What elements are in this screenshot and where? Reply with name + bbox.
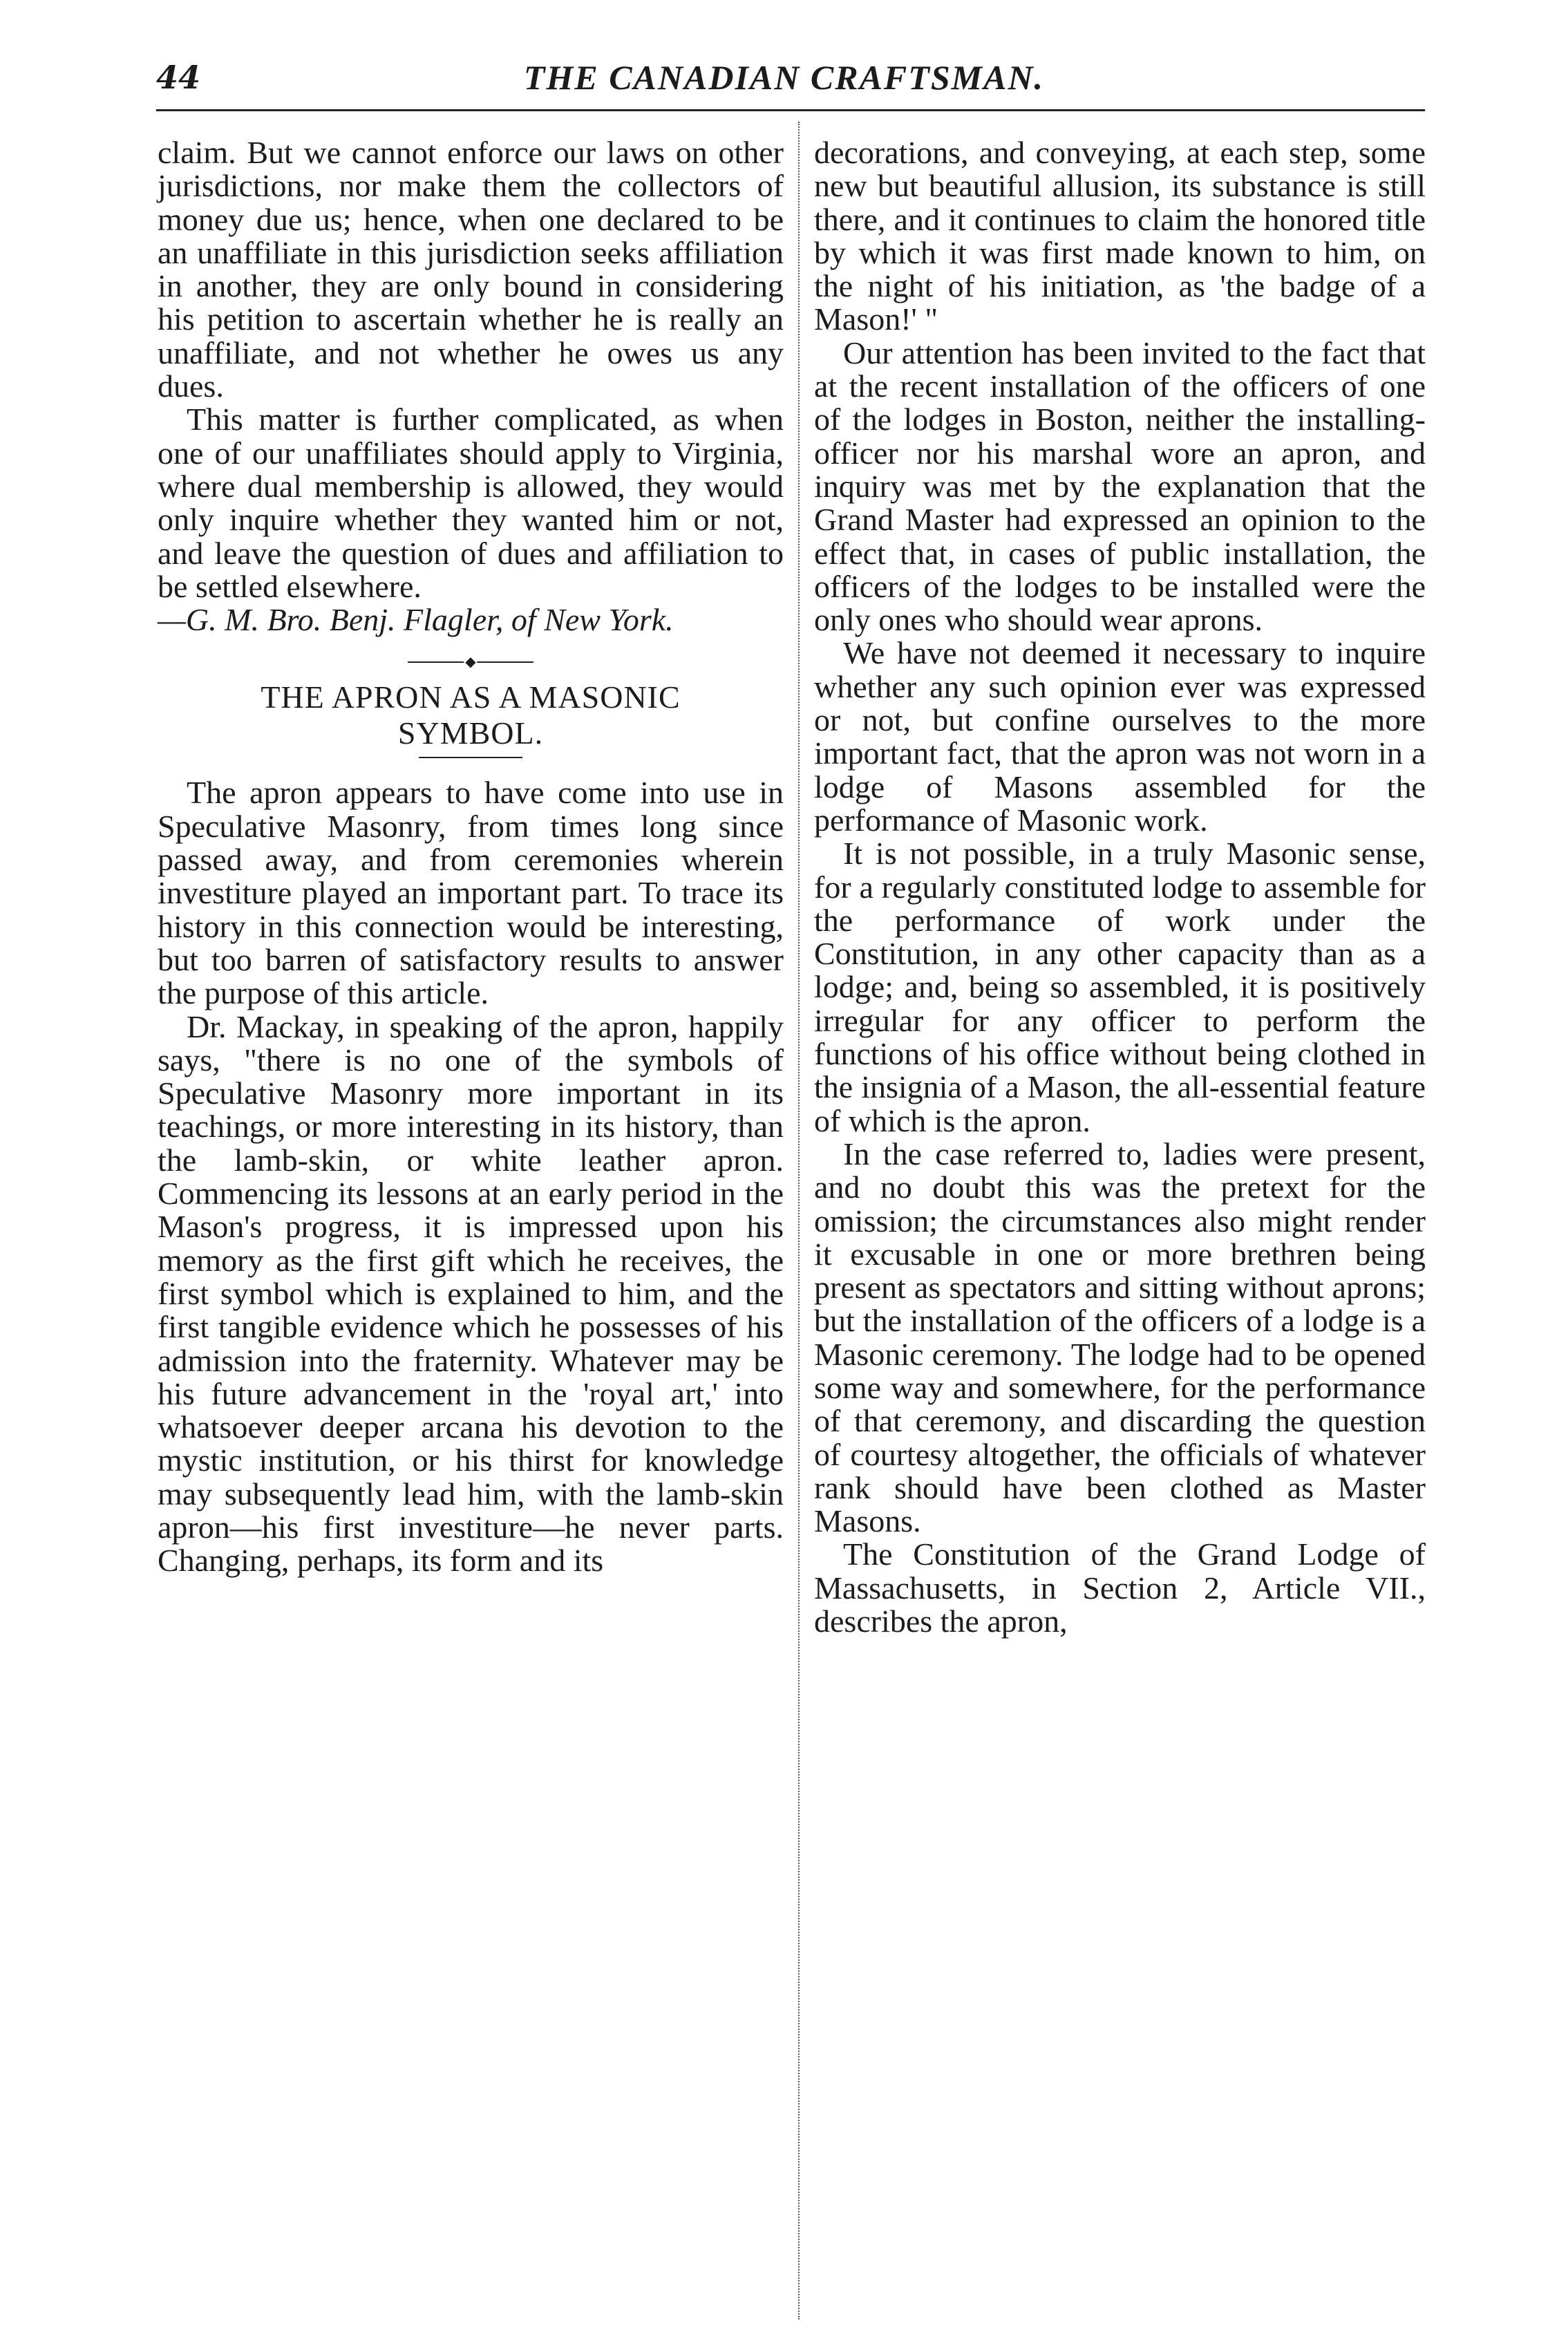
paragraph: decorations, and conveying, at each step, some new but beautiful allusion, its substance is still there, and it continues to claim the honored title by which it was first made known to him, on the night of his initiation, as 'the badge of a Mason!' " [814,135,1426,337]
paragraph: We have not deemed it necessary to inquire whether any such opinion ever was expressed or not, but confine ourselves to the more important fact, that the apron was not worn in a lodge of Masons assembled for the performance of Masonic work. [814,635,1426,838]
left-column [158,136,784,1578]
ornamental-separator [408,661,533,663]
paragraph: Dr. Mackay, in speaking of the apron, happily says, "there is no one of the symbols of Speculative Masonry more important in its teachings, or more interesting in its history, than the lamb-skin, or white leather apron. Commencing its lessons at an early period in the Mason's progress, it is impressed upon his memory as the first gift which he receives, the first symbol which is explained to him, and the first tangible evidence which he possesses of his admission into the fraternity. Whatever may be his future advancement in the 'royal art,' into whatsoever deeper arcana his devotion to the mystic institution, or his thirst for knowledge may subsequently lead him, with the lamb-skin apron—his first investiture—he never parts. Changing, perhaps, its form and its [158,1008,784,1579]
article-title-line: THE APRON AS A MASONIC [261,679,681,715]
paragraph: The Constitution of the Grand Lodge of Massachusetts, in Section 2, Article VII., describes the apron, [814,1536,1426,1639]
paragraph: In the case referred to, ladies were present, and no doubt this was the pretext for the omission; the circumstances also might render it excusable in one or more brethren being present as spectators and sitting without aprons; but the installation of the officers of a lodge is a Masonic ceremony. The lodge had to be opened some way and somewhere, for the performance of that ceremony, and discarding the question of courtesy altogether, the officials of whatever rank should have been clothed as Master Masons. [814,1136,1426,1539]
page-number: 44 [156,59,201,96]
article-title-line: SYMBOL. [397,715,544,751]
paragraph: claim. But we cannot enforce our laws on other jurisdictions, nor make them the collectors of money due us; hence, when one declared to be an unaffiliate in this jurisdiction seeks affiliation in another, they are only bound in considering his petition to ascertain whether he is really an unaffiliate, and not whether he owes us any dues. [158,135,784,404]
paragraph: It is not possible, in a truly Masonic sense, for a regularly constituted lodge to assemble for the performance of work under the Constitution, in any other capacity than as a lodge; and, being so assembled, it is positively irregular for any officer to perform the functions of his office without being clothed in the insignia of a Mason, the all-essential feature of which is the apron. [814,836,1426,1138]
running-title: THE CANADIAN CRAFTSMAN. [523,58,1045,97]
title-rule [419,757,522,758]
signature: —G. M. Bro. Benj. Flagler, of New York. [158,602,674,638]
column-divider [798,122,800,2319]
article-title [158,679,784,751]
header-rule [156,109,1425,111]
paragraph: Our attention has been invited to the fact that at the recent installation of the officers of one of the lodges in Boston, neither the installing-officer nor his marshal wore an apron, and inquiry was met by the explanation that the Grand Master had expressed an opinion to the effect that, in cases of public installation, the officers of the lodges to be installed were the only ones who should wear aprons. [814,335,1426,638]
paragraph: The apron appears to have come into use in Speculative Masonry, from times long since passed away, and from ceremonies wherein investiture played an important part. To trace its history in this connection would be interesting, but too barren of satisfactory results to answer the purpose of this article. [158,775,784,1011]
paragraph: This matter is further complicated, as when one of our unaffiliates should apply to Virginia, where dual membership is allowed, they would only inquire whether they wanted him or not, and leave the question of dues and affiliation to be settled elsewhere. [158,402,784,604]
right-column [814,136,1426,1638]
